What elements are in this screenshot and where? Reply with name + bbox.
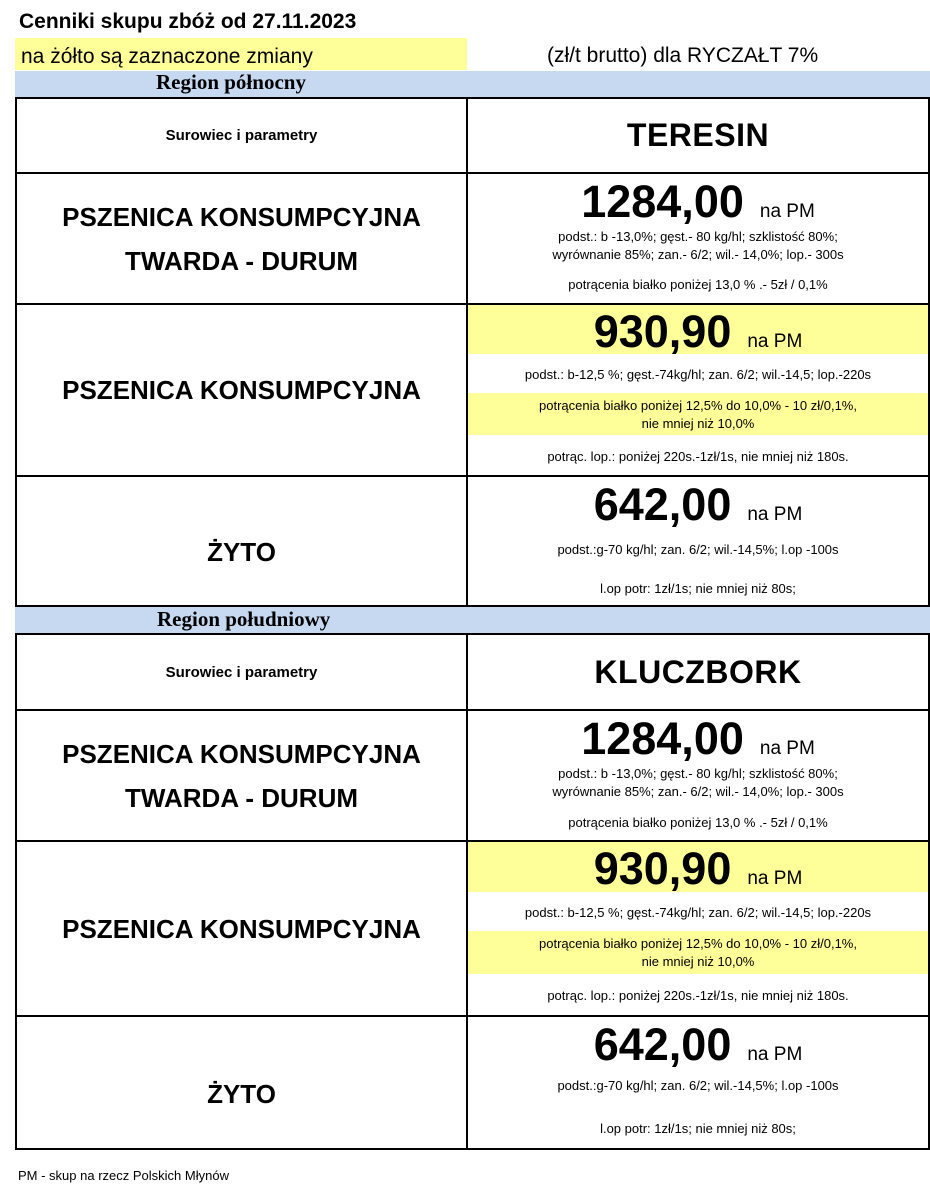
footer-note: PM - skup na rzecz Polskich Młynów bbox=[18, 1168, 229, 1183]
price-cell-rye bbox=[466, 475, 930, 607]
product-name-sub: TWARDA - DURUM bbox=[125, 782, 358, 813]
region-title: Region północny bbox=[156, 70, 306, 94]
page-title: Cenniki skupu zbóż od 27.11.2023 bbox=[19, 10, 357, 33]
price-cell-wheat bbox=[466, 303, 930, 477]
price-value: 930,90 bbox=[593, 306, 732, 357]
product-cell-wheat bbox=[15, 840, 468, 1017]
region-bar-south bbox=[15, 607, 930, 633]
deduction-text: potrącenia białko poniżej 12,5% do 10,0% - 10 zł/0,1%, bbox=[539, 398, 857, 413]
params-text: podst.:g-70 kg/hl; zan. 6/2; wil.-14,5%; l.op -100s bbox=[557, 1078, 839, 1093]
price-line bbox=[468, 713, 928, 765]
product-name: ŻYTO bbox=[207, 537, 276, 567]
location-header-cell: KLUCZBORK bbox=[466, 633, 930, 711]
product-name: PSZENICA KONSUMPCYJNA bbox=[62, 738, 421, 769]
product-name: PSZENICA KONSUMPCYJNA bbox=[62, 201, 421, 232]
price-line bbox=[468, 843, 928, 895]
params-text: podst.:g-70 kg/hl; zan. 6/2; wil.-14,5%; l.op -100s bbox=[557, 542, 839, 557]
price-line bbox=[468, 306, 928, 358]
region-title: Region południowy bbox=[157, 607, 331, 631]
deduction-text: potrąc. lop.: poniżej 220s.-1zł/1s, nie mniej niż 180s. bbox=[547, 988, 849, 1003]
price-cell-durum bbox=[466, 709, 930, 842]
deduction-text: potrącenia białko poniżej 12,5% do 10,0% - 10 zł/0,1%, bbox=[539, 936, 857, 951]
price-unit: na PM bbox=[759, 738, 815, 759]
params-text: podst.: b-12,5 %; gęst.-74kg/hl; zan. 6/2; wil.-14,5; lop.-220s bbox=[524, 905, 872, 920]
product-cell-rye bbox=[15, 1015, 468, 1150]
price-unit: na PM bbox=[747, 1044, 803, 1065]
price-line bbox=[468, 1019, 928, 1071]
price-value: 1284,00 bbox=[581, 176, 744, 227]
price-unit-note: (zł/t brutto) dla RYCZAŁT 7% bbox=[547, 44, 819, 67]
price-line bbox=[468, 176, 928, 228]
deduction-text: potrącenia białko poniżej 13,0 % .- 5zł / 0,1% bbox=[568, 815, 828, 830]
product-name: ŻYTO bbox=[207, 1078, 276, 1109]
price-cell-wheat bbox=[466, 840, 930, 1017]
region-bar-north bbox=[15, 71, 930, 97]
product-cell-durum bbox=[15, 709, 468, 842]
price-unit: na PM bbox=[747, 331, 803, 352]
location-header-cell: TERESIN bbox=[466, 97, 930, 174]
params-text: wyrównanie 85%; zan.- 6/2; wil.- 14,0%; lop.- 300s bbox=[552, 247, 844, 262]
price-value: 930,90 bbox=[593, 843, 732, 894]
deduction-text: potrąc. lop.: poniżej 220s.-1zł/1s, nie mniej niż 180s. bbox=[547, 449, 849, 464]
price-value: 642,00 bbox=[593, 479, 732, 530]
price-cell-rye bbox=[466, 1015, 930, 1150]
product-cell-durum bbox=[15, 172, 468, 305]
deduction-text: l.op potr: 1zł/1s; nie mniej niż 80s; bbox=[600, 581, 796, 596]
price-value: 642,00 bbox=[593, 1019, 732, 1070]
product-name: PSZENICA KONSUMPCYJNA bbox=[62, 913, 421, 944]
product-cell-wheat bbox=[15, 303, 468, 477]
deduction-text: l.op potr: 1zł/1s; nie mniej niż 80s; bbox=[600, 1121, 796, 1136]
deduction-text: potrącenia białko poniżej 13,0 % .- 5zł / 0,1% bbox=[568, 277, 828, 292]
price-value: 1284,00 bbox=[581, 713, 744, 764]
product-cell-rye bbox=[15, 475, 468, 607]
price-unit: na PM bbox=[747, 868, 803, 889]
product-name-sub: TWARDA - DURUM bbox=[125, 245, 358, 276]
params-text: podst.: b -13,0%; gęst.- 80 kg/hl; szklistość 80%; bbox=[558, 766, 838, 781]
params-header-cell: Surowiec i parametry bbox=[15, 97, 468, 174]
price-unit: na PM bbox=[747, 504, 803, 525]
params-text: wyrównanie 85%; zan.- 6/2; wil.- 14,0%; lop.- 300s bbox=[552, 784, 844, 799]
price-cell-durum bbox=[466, 172, 930, 305]
changes-note: na żółto są zaznaczone zmiany bbox=[21, 45, 313, 68]
params-text: podst.: b -13,0%; gęst.- 80 kg/hl; szklistość 80%; bbox=[558, 229, 838, 244]
params-header-cell: Surowiec i parametry bbox=[15, 633, 468, 711]
price-unit: na PM bbox=[759, 201, 815, 222]
params-text: podst.: b-12,5 %; gęst.-74kg/hl; zan. 6/2; wil.-14,5; lop.-220s bbox=[524, 367, 872, 382]
product-name: PSZENICA KONSUMPCYJNA bbox=[62, 375, 421, 405]
deduction-text: nie mniej niż 10,0% bbox=[641, 954, 755, 969]
deduction-text: nie mniej niż 10,0% bbox=[641, 416, 755, 431]
price-line bbox=[468, 479, 928, 531]
